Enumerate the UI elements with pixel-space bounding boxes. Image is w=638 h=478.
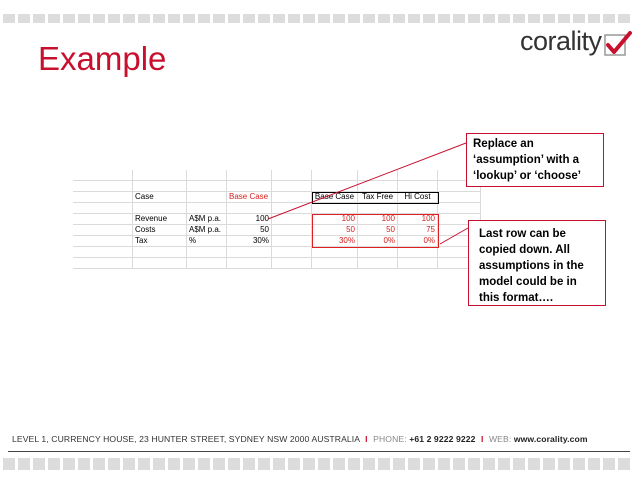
page-title: Example	[38, 40, 167, 77]
stripe-block	[213, 458, 225, 470]
cell-label: Costs	[133, 225, 187, 236]
stripe-block	[348, 458, 360, 470]
callout-last-row	[468, 220, 606, 306]
stripe-block	[618, 458, 630, 470]
stripe-block	[78, 458, 90, 470]
stripe-block	[423, 458, 435, 470]
stripe-block	[363, 458, 375, 470]
callout-line: assumptions in the	[479, 260, 584, 272]
stripe-block	[468, 458, 480, 470]
stripe-block	[303, 458, 315, 470]
cell-base-value: 30%	[227, 236, 272, 247]
cell-label: Tax	[133, 236, 187, 247]
stripe-block	[183, 458, 195, 470]
stripe-block	[48, 458, 60, 470]
cell-base-value: 100	[227, 214, 272, 225]
stripe-block	[198, 458, 210, 470]
footer-separator: I	[365, 434, 368, 444]
stripe-block	[273, 458, 285, 470]
stripe-block	[138, 458, 150, 470]
stripe-block	[258, 458, 270, 470]
callout-replace-assumption	[466, 133, 604, 187]
footer-contact	[12, 434, 588, 444]
stripe-block	[33, 458, 45, 470]
stripe-block	[588, 458, 600, 470]
cell-value: 0%	[398, 236, 438, 247]
stripe-block	[333, 458, 345, 470]
stripe-block	[513, 458, 525, 470]
cell-unit: A$M p.a.	[187, 225, 227, 236]
cell-header-base-case: Base Case	[312, 192, 358, 203]
stripe-block	[483, 458, 495, 470]
stripe-block	[108, 458, 120, 470]
stripe-block	[318, 458, 330, 470]
callout-line: copied down. All	[479, 244, 570, 256]
footer-web-label: WEB:	[488, 434, 512, 444]
footer-divider	[8, 451, 630, 452]
bottom-decorative-stripe	[0, 458, 638, 470]
callout-line: ‘assumption’ with a	[473, 154, 580, 166]
stripe-block	[408, 458, 420, 470]
stripe-block	[63, 458, 75, 470]
footer-address: LEVEL 1, CURRENCY HOUSE, 23 HUNTER STREET, SYDNEY NSW 2000 AUSTRALIA	[12, 434, 360, 444]
cell-label: Revenue	[133, 214, 187, 225]
cell-value: 30%	[312, 236, 358, 247]
footer-phone-label: PHONE:	[373, 434, 407, 444]
stripe-block	[288, 458, 300, 470]
cell-header-tax-free: Tax Free	[358, 192, 398, 203]
cell-value: 0%	[358, 236, 398, 247]
callout-line: ‘lookup’ or ‘choose’	[473, 170, 581, 182]
callout-line: Last row can be	[479, 228, 566, 240]
stripe-block	[93, 458, 105, 470]
cell-header-hi-cost: Hi Cost	[398, 192, 438, 203]
cell-label: Case	[133, 192, 187, 203]
callout-line: Replace an	[473, 138, 534, 150]
stripe-block	[438, 458, 450, 470]
cell-value: 50	[358, 225, 398, 236]
cell-base-case: Base Case	[227, 192, 272, 203]
cell-value: 100	[358, 214, 398, 225]
stripe-block	[543, 458, 555, 470]
footer-separator: I	[480, 434, 484, 444]
stripe-block	[123, 458, 135, 470]
callout-line: this format….	[479, 292, 554, 304]
stripe-block	[603, 458, 615, 470]
stripe-block	[558, 458, 570, 470]
logo-text: corality	[520, 26, 602, 56]
stripe-block	[3, 458, 15, 470]
stripe-block	[498, 458, 510, 470]
stripe-block	[393, 458, 405, 470]
stripe-block	[528, 458, 540, 470]
stripe-block	[453, 458, 465, 470]
footer-web-link[interactable]: www.corality.com	[513, 434, 588, 444]
cell-value: 100	[312, 214, 358, 225]
cell-value: 50	[312, 225, 358, 236]
cell-unit: A$M p.a.	[187, 214, 227, 225]
callout-line: model could be in	[479, 276, 577, 288]
cell-unit: %	[187, 236, 227, 247]
stripe-block	[378, 458, 390, 470]
stripe-block	[168, 458, 180, 470]
stripe-block	[573, 458, 585, 470]
stripe-block	[153, 458, 165, 470]
stripe-block	[228, 458, 240, 470]
footer-phone: +61 2 9222 9222	[409, 434, 476, 444]
cell-value: 100	[398, 214, 438, 225]
cell-value: 75	[398, 225, 438, 236]
stripe-block	[243, 458, 255, 470]
cell-base-value: 50	[227, 225, 272, 236]
stripe-block	[18, 458, 30, 470]
